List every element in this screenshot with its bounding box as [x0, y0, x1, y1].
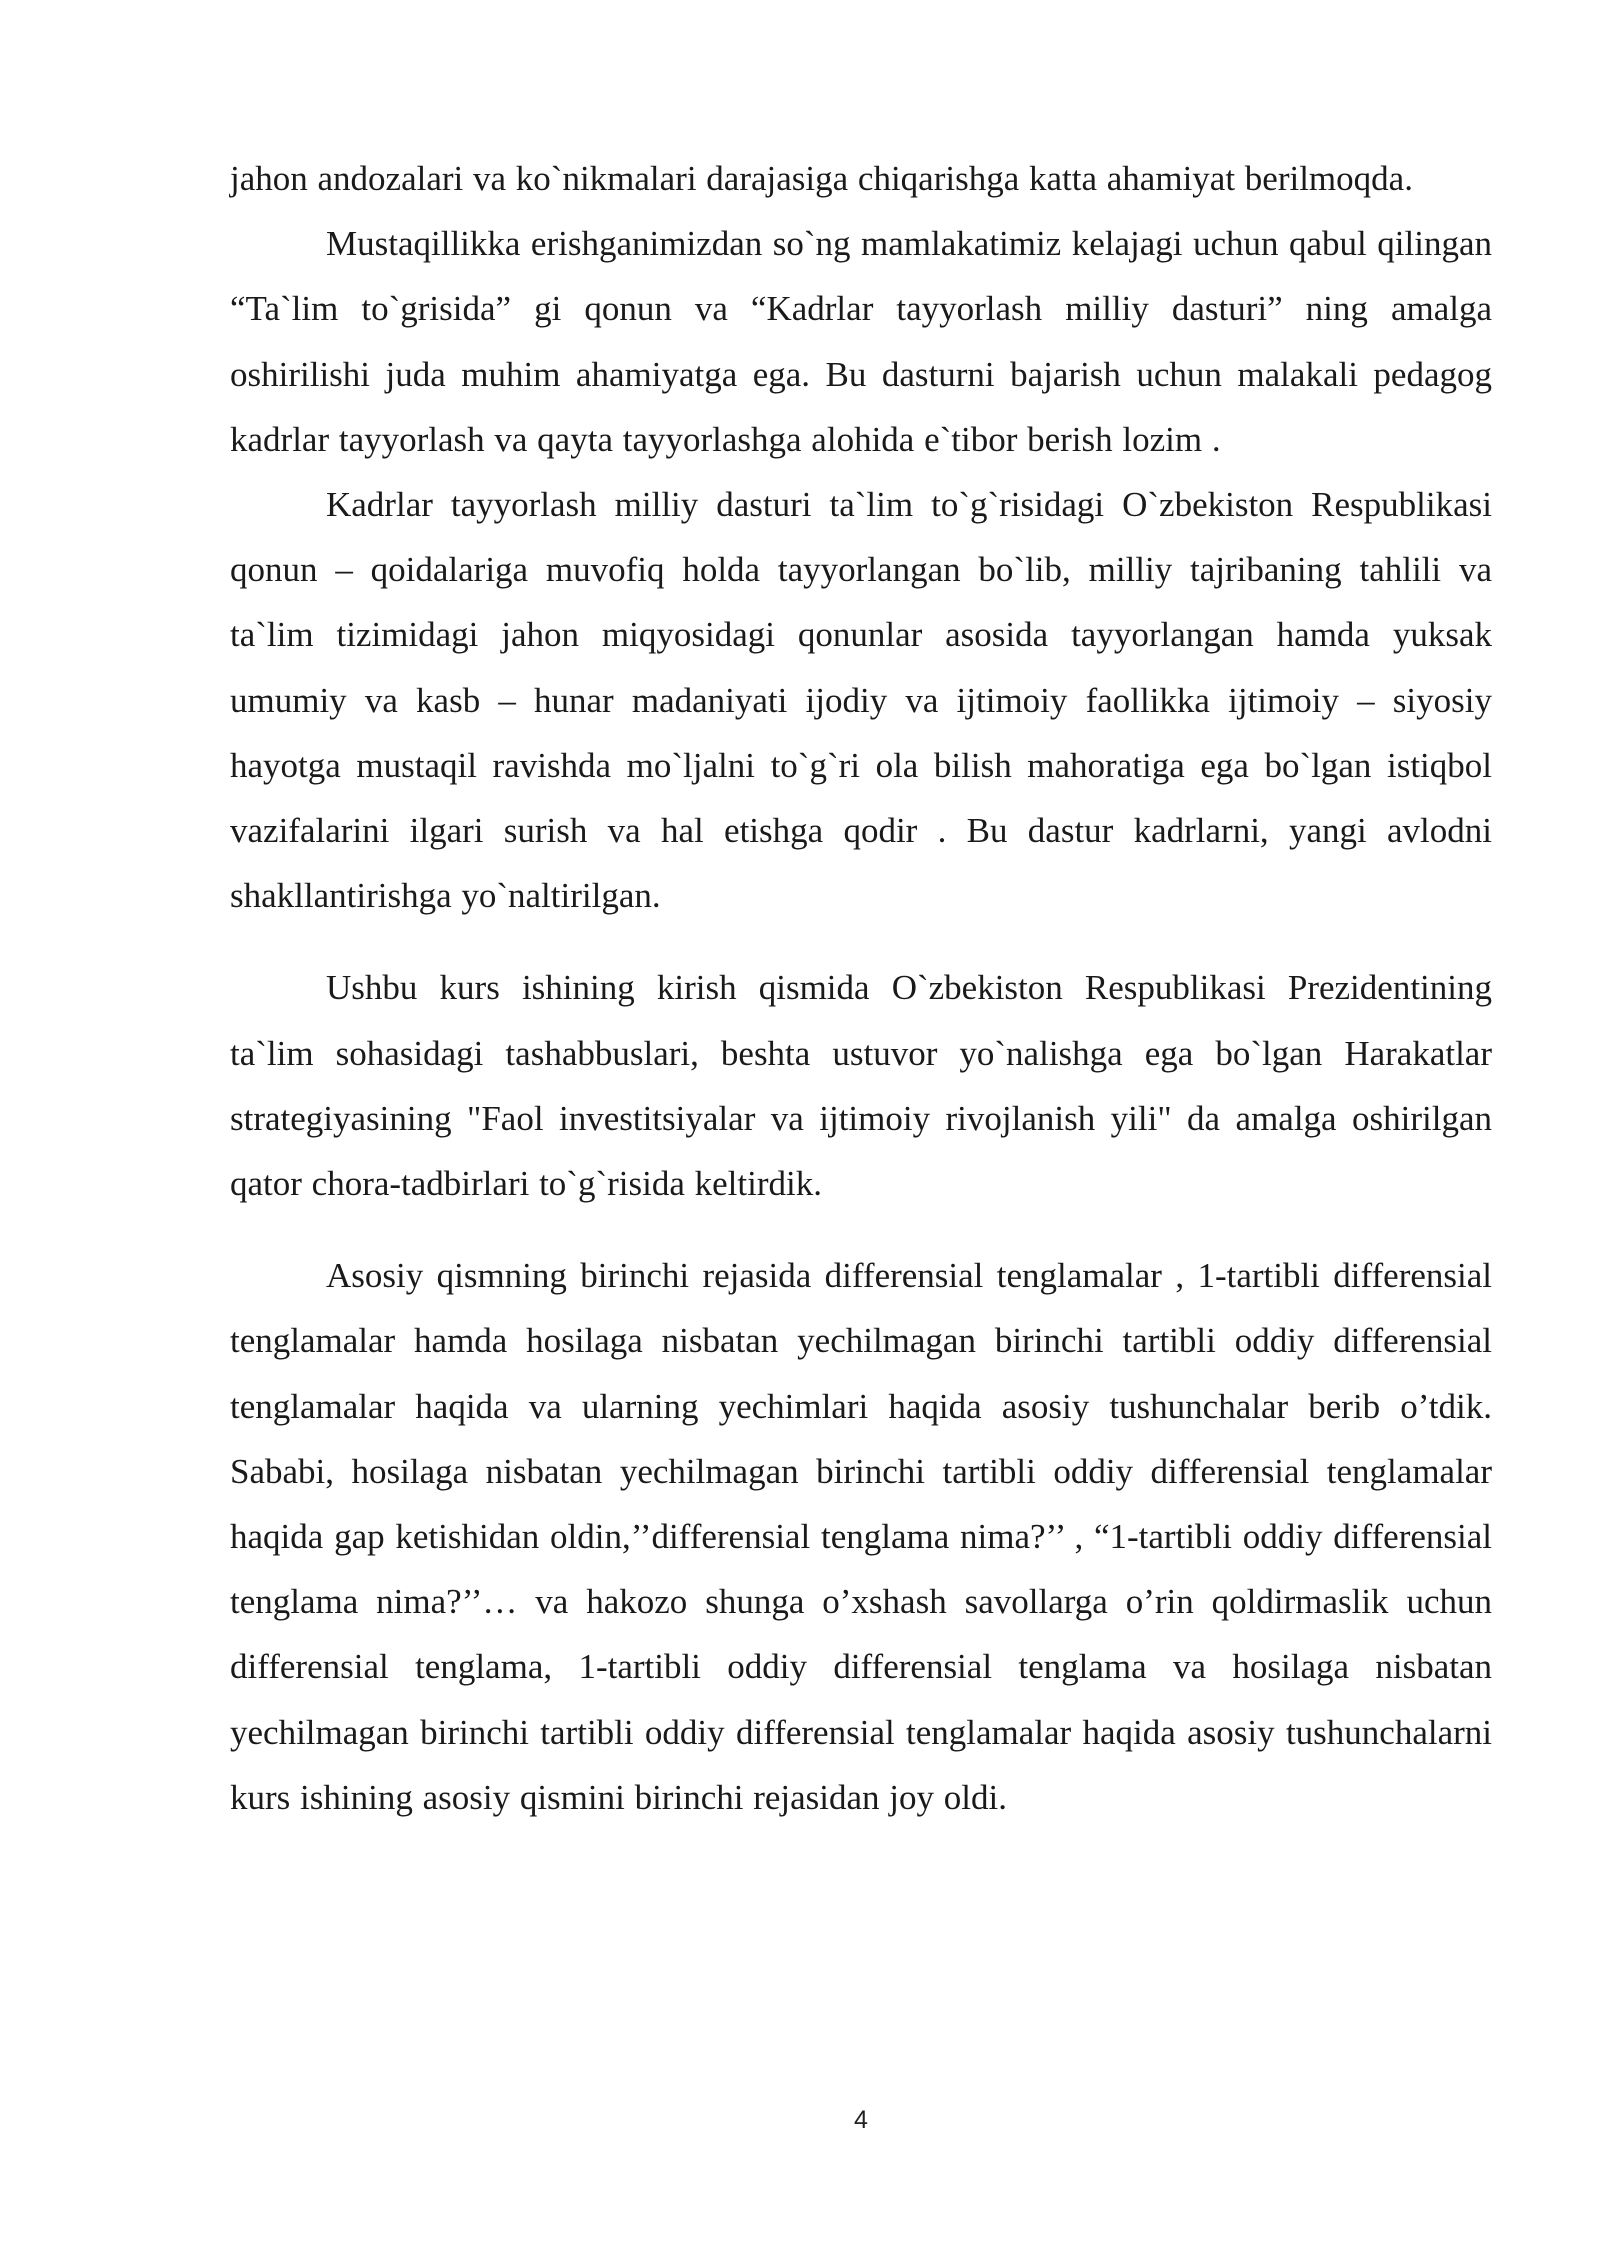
paragraph-introduction: Ushbu kurs ishining kirish qismida O`zbekiston Respublikasi Prezidentining ta`lim sohasidagi tashabbuslari, beshta ustuvor yo`nalishga ega bo`lgan Harakatlar strategiyasining "Faol investitsiyalar va ijtimoiy rivojlanish yili" da amalga oshirilgan qator chora-tadbirlari to`g`risida keltirdik.: [230, 968, 1492, 1204]
page-number: 4: [854, 2106, 868, 2134]
document-body: [230, 146, 1492, 1830]
paragraph-national-program: Kadrlar tayyorlash milliy dasturi ta`lim to`g`risidagi O`zbekiston Respublikasi qonun – qoidalariga muvofiq holda tayyorlangan bo`lib, milliy tajribaning tahlili va ta`lim tizimidagi jahon miqyosidagi qonunlar asosida tayyorlangan hamda yuksak umumiy va kasb – hunar madaniyati ijodiy va ijtimoiy faollikka ijtimoiy – siyosiy hayotga mustaqil ravishda mo`ljalni to`g`ri ola bilish mahoratiga ega bo`lgan istiqbol vazifalarini ilgari surish va hal etishga qodir . Bu dastur kadrlarni, yangi avlodni shakllantirishga yo`naltirilgan.: [230, 485, 1492, 916]
paragraph-main-part: Asosiy qismning birinchi rejasida differensial tenglamalar , 1-tartibli differensial tenglamalar hamda hosilaga nisbatan yechilmagan birinchi tartibli oddiy differensial tenglamalar haqida va ularning yechimlari haqida asosiy tushunchalar berib o’tdik. Sababi, hosilaga nisbatan yechilmagan birinchi tartibli oddiy differensial tenglamalar haqida gap ketishidan oldin,’’differensial tenglama nima?’’ , “1-tartibli oddiy differensial tenglama nima?’’… va hakozo shunga o’xshash savollarga o’rin qoldirmaslik uchun differensial tenglama, 1-tartibli oddiy differensial tenglama va hosilaga nisbatan yechilmagan birinchi tartibli oddiy differensial tenglamalar haqida asosiy tushunchalarni kurs ishining asosiy qismini birinchi rejasidan joy oldi.: [230, 1256, 1492, 1817]
paragraph-independence: Mustaqillikka erishganimizdan so`ng mamlakatimiz kelajagi uchun qabul qilingan “Ta`lim to`grisida” gi qonun va “Kadrlar tayyorlash milliy dasturi” ning amalga oshirilishi juda muhim ahamiyatga ega. Bu dasturni bajarish uchun malakali pedagog kadrlar tayyorlash va qayta tayyorlashga alohida e`tibor berish lozim .: [230, 224, 1492, 459]
paragraph-continuation: jahon andozalari va ko`nikmalari darajasiga chiqarishga katta ahamiyat berilmoqda.: [230, 159, 1413, 198]
